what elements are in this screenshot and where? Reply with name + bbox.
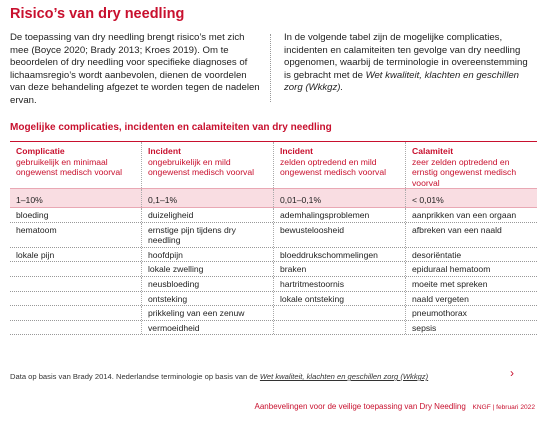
table-cell: hematoom <box>16 224 57 235</box>
percentage-row <box>10 188 537 208</box>
header-desc: ongebruikelijk en mild ongewenst medisch voorval <box>148 156 255 178</box>
table-cell <box>273 321 405 335</box>
table-cell: bewusteloosheid <box>273 223 405 247</box>
header-desc: gebruikelijk en minimaal ongewenst medisch voorval <box>16 156 123 178</box>
table-cell: epiduraal hematoom <box>405 262 537 276</box>
intro-right-law-name: Wet kwaliteit, klachten en geschillen zorg (Wkkgz). <box>284 69 519 94</box>
intro-right <box>284 32 536 95</box>
percentage-cell: < 0,01% <box>405 189 537 207</box>
table-cell: moeite met spreken <box>405 277 537 291</box>
percentage-cell: 0,01–0,1% <box>273 189 405 207</box>
table-cell: lokale ontsteking <box>273 292 405 306</box>
table-cell: desoriëntatie <box>405 248 537 262</box>
header-complicatie <box>10 142 141 188</box>
table-cell: hoofdpijn <box>141 248 273 262</box>
table-row <box>10 306 537 321</box>
complications-table <box>10 141 537 335</box>
table-cell: prikkeling van een zenuw <box>141 306 273 320</box>
header-title: Complicatie <box>16 146 65 156</box>
percentage-cell: 0,1–1% <box>141 189 273 207</box>
header-title: Incident <box>148 146 181 156</box>
table-cell: bloeding <box>16 210 49 220</box>
table-heading: Mogelijke complicaties, incidenten en calamiteiten van dry needling <box>10 122 332 133</box>
table-cell: bloeddrukschommelingen <box>273 248 405 262</box>
table-cell: lokale zwelling <box>141 262 273 276</box>
table-row <box>10 292 537 307</box>
table-cell: hartritmestoornis <box>273 277 405 291</box>
table-cell <box>10 321 141 335</box>
footnote <box>10 372 428 381</box>
header-desc: zelden optredend en mild ongewenst medisch voorval <box>280 156 387 178</box>
table-cell: pneumothorax <box>405 306 537 320</box>
table-header-row <box>10 141 537 188</box>
table-row <box>10 223 537 248</box>
table-cell <box>10 292 141 306</box>
header-desc: zeer zelden optredend en ernstig ongewenst medisch voorval <box>412 156 517 188</box>
column-divider <box>270 34 271 102</box>
table-cell <box>273 306 405 320</box>
table-cell: braken <box>273 262 405 276</box>
table-cell: naald vergeten <box>405 292 537 306</box>
table-cell <box>10 277 141 291</box>
header-calamiteit <box>405 142 537 188</box>
table-cell: duizeligheid <box>141 208 273 222</box>
table-cell <box>10 262 141 276</box>
table-row <box>10 248 537 263</box>
percentage-cell: 1–10% <box>16 195 43 205</box>
table-row <box>10 277 537 292</box>
table-cell: sepsis <box>405 321 537 335</box>
table-cell: ernstige pijn tijdens dry needling <box>141 223 273 247</box>
intro-left: De toepassing van dry needling brengt risico’s met zich mee (Boyce 2020; Brady 2013; Kroes 2019). Om te beoordelen of dry needling voor specifieke diagnoses of lichaamsregio’s wordt aanbevolen, dienen de voordelen van deze behandeling afgezet te worden tegen de nadelen ervan. <box>10 32 260 106</box>
table-cell <box>10 306 141 320</box>
header-incident-rare <box>273 142 405 188</box>
table-row <box>10 321 537 336</box>
table-row <box>10 262 537 277</box>
chevron-right-icon[interactable]: › <box>510 366 514 380</box>
table-row <box>10 208 537 223</box>
table-cell: vermoeidheid <box>141 321 273 335</box>
header-title: Calamiteit <box>412 146 454 156</box>
header-title: Incident <box>280 146 313 156</box>
table-cell: lokale pijn <box>16 249 55 260</box>
footer-org-date: KNGF | februari 2022 <box>472 404 535 411</box>
table-cell: ademhalingsproblemen <box>273 208 405 222</box>
wkkgz-link[interactable]: Wet kwaliteit, klachten en geschillen zorg (Wkkgz) <box>259 372 429 381</box>
intro-right-text: In de volgende tabel zijn de mogelijke complicaties, incidenten en calamiteiten ten gevolge van dry needling opgenomen, waarbij de terminologie in overeenstemming is gebracht met de <box>284 32 528 81</box>
table-cell: neusbloeding <box>141 277 273 291</box>
table-cell: aanprikken van een orgaan <box>405 208 537 222</box>
page-footer <box>255 402 535 411</box>
header-incident-mild <box>141 142 273 188</box>
page-title: Risico’s van dry needling <box>10 6 185 22</box>
footnote-text: Data op basis van Brady 2014. Nederlandse terminologie op basis van de <box>10 372 260 381</box>
table-cell: ontsteking <box>141 292 273 306</box>
table-cell: afbreken van een naald <box>405 223 537 247</box>
footer-title: Aanbevelingen voor de veilige toepassing van Dry Needling <box>254 402 466 411</box>
